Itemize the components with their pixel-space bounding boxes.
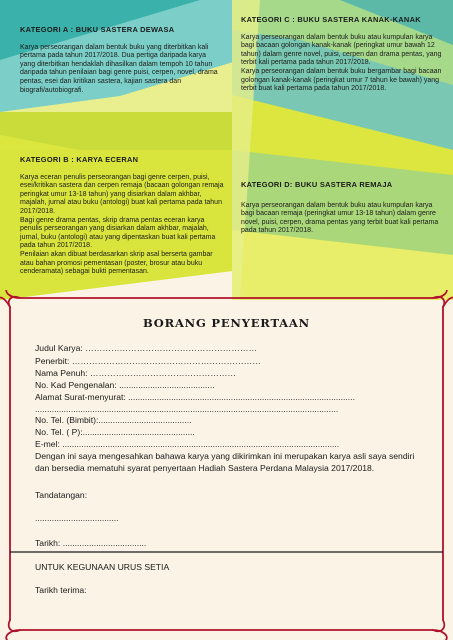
category-b-title: KATEGORI B : KARYA ECERAN: [20, 155, 139, 164]
category-b: [20, 156, 225, 277]
received-date-label: Tarikh terima:: [35, 585, 87, 595]
category-a: [20, 26, 218, 95]
category-c-text-1: Karya perseorangan dalam bentuk buku atau kumpulan karya bagi bacaan golongan kanak-kanak (peringkat umur bawah 12 tahun) dalam genre novel, puisi, cerpen dan drama pentas, yang terbit kali pertama pada tahun 2017/2018.: [241, 33, 442, 67]
field-tel-bimbit[interactable]: No. Tel. (Bimbit):.......................................: [35, 415, 192, 425]
field-alamat-line-2[interactable]: ...............................................................................................................................: [35, 404, 339, 414]
field-nama-penuh[interactable]: Nama Penuh: ……………………………………………: [35, 368, 237, 378]
field-kad-pengenalan[interactable]: No. Kad Pengenalan: ........................................: [35, 380, 215, 390]
date-field[interactable]: Tarikh: ...................................: [35, 538, 147, 548]
category-c: [241, 16, 443, 94]
category-b-text-3: Penilaian akan dibuat berdasarkan skrip asal berserta gambar atau bahan promosi pementasan (poster, brosur atau buku cenderamata) sebagai bukti pementasan.: [20, 250, 213, 276]
category-a-title: KATEGORI A : BUKU SASTERA DEWASA: [20, 25, 175, 34]
signature-line[interactable]: ...................................: [35, 513, 119, 523]
categories-panel: [0, 0, 453, 300]
category-d: [241, 181, 443, 236]
field-emel[interactable]: E-mel: ....................................................................................................................: [35, 439, 340, 449]
category-c-title: KATEGORI C : BUKU SASTERA KANAK-KANAK: [241, 15, 421, 24]
field-tel-pejabat[interactable]: No. Tel. ( P):...............................................: [35, 427, 195, 437]
category-d-text: Karya perseorangan dalam bentuk buku atau kumpulan karya bagi bacaan remaja (peringkat umur 13-18 tahun) dalam genre novel, puisi, cerpen, drama pentas yang terbit buat kali pertama pada tahun 2017/2018.: [241, 201, 439, 235]
office-use-title: UNTUK KEGUNAAN URUS SETIA: [35, 562, 170, 572]
category-b-text-1: Karya eceran penulis perseorangan bagi genre cerpen, puisi, esei/kritikan sastera dan cerpen remaja (bacaan golongan remaja peringkat umur 13-18 tahun) yang disiarkan dalam akhbar, majalah, jurnal atau buku (antologi) buat kali pertama pada tahun 2017/2018.: [20, 173, 224, 215]
category-c-text-2: Karya perseorangan dalam bentuk buku bergambar bagi bacaan golongan kanak-kanak (peringkat umur 7 tahun ke bawah) yang terbit buat kali pertama pada tahun 2017/2018.: [241, 67, 442, 93]
field-alamat[interactable]: Alamat Surat-menyurat: ...............................................................................................: [35, 392, 355, 402]
category-d-title: KATEGORI D: BUKU SASTERA REMAJA: [241, 180, 393, 189]
field-penerbit[interactable]: Penerbit: …………………………………………………………: [35, 356, 261, 366]
field-judul-karya[interactable]: Judul Karya: ……………………………………………………: [35, 343, 258, 353]
category-b-text-2: Bagi genre drama pentas, skrip drama pentas eceran karya penulis perseorangan yang disiarkan dalam akhbar, majalah, jurnal, buku (antologi) atau yang dipentaskan buat kali pertama pada tahun 2017/2018.: [20, 216, 216, 250]
declaration-text: Dengan ini saya mengesahkan bahawa karya yang dikirimkan ini merupakan karya asli saya sendiri dan bersedia mematuhi syarat penyertaan Hadiah Sastera Perdana Malaysia 2017/2018.: [35, 451, 415, 473]
form-title: BORANG PENYERTAAN: [143, 316, 310, 330]
category-a-text: Karya perseorangan dalam bentuk buku yang diterbitkan kali pertama pada tahun 2017/2018. Dua pertiga daripada karya yang diterbitkan hendaklah dihasilkan dalam tempoh 10 tahun daripada tahun penilaian bagi genre puisi, cerpen, novel, drama pentas, esei dan kritikan sastera, kajian sastera dan biografi/autobiografi.: [20, 43, 218, 94]
signature-label: Tandatangan:: [35, 490, 88, 500]
